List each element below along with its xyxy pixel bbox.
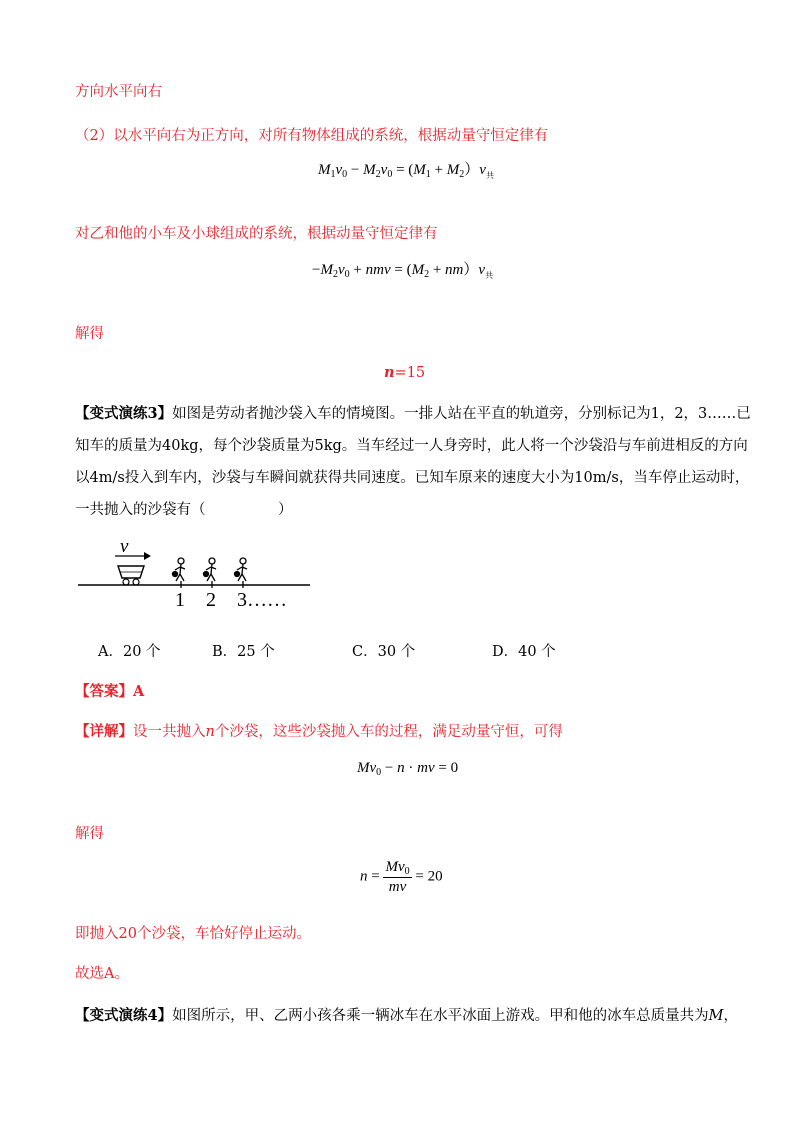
text-conclusion: 即抛入20个沙袋，车恰好停止运动。 xyxy=(75,926,311,942)
text-part2-yi: 对乙和他的小车及小球组成的系统，根据动量守恒定律有 xyxy=(75,226,438,242)
figure-sandbag-cart xyxy=(78,538,318,613)
text-jiede-2: 解得 xyxy=(75,826,104,842)
equation-yi-momentum: $-M_2v_0$ + nmv = $(M_2 + nm)v_共$ xyxy=(312,262,494,280)
option-b[interactable]: B．25 个 xyxy=(212,644,275,660)
text-guxuan: 故选A。 xyxy=(75,966,129,982)
equation-system-momentum: $M_1v_0 - M_2v_0 = (M_1 + M_2)v_共$ xyxy=(318,162,494,180)
option-a[interactable]: A．20 个 xyxy=(98,644,161,660)
result-n15: n=15 xyxy=(384,364,426,381)
equation-n-result: n = $\frac{Mv_0}{mv}$ = 20 xyxy=(360,859,443,895)
person-number-2: 2 xyxy=(206,589,216,611)
question-4: 【变式演练4】如图所示，甲、乙两小孩各乘一辆冰车在水平冰面上游戏。甲和他的冰车总质量共为M， xyxy=(75,1007,738,1024)
question-3-line1: 【变式演练3】如图是劳动者抛沙袋入车的情境图。一排人站在平直的轨道旁，分别标记为1，2，3……已 xyxy=(75,405,751,422)
text-part2-intro: （2）以水平向右为正方向，对所有物体组成的系统，根据动量守恒定律有 xyxy=(75,128,549,144)
person-number-3: 3…… xyxy=(237,589,287,611)
text-direction: 方向水平向右 xyxy=(75,84,162,100)
person-number-1: 1 xyxy=(175,589,185,611)
option-c[interactable]: C．30 个 xyxy=(352,644,416,660)
text-jiede-1: 解得 xyxy=(75,326,104,342)
question-3-line4: 一共抛入的沙袋有（ ） xyxy=(75,502,293,518)
detail: 【详解】设一共抛入n个沙袋，这些沙袋抛入车的过程，满足动量守恒，可得 xyxy=(75,723,563,740)
question-3-line2: 知车的质量为40kg，每个沙袋质量为5kg。当车经过一人身旁时，此人将一个沙袋沿与车前进相反的方向 xyxy=(75,438,748,454)
option-d[interactable]: D．40 个 xyxy=(492,644,556,660)
velocity-label: v xyxy=(120,536,129,557)
equation-sandbag-momentum: $Mv_0 - n$ · mv = 0 xyxy=(357,760,459,778)
answer: 【答案】A xyxy=(75,683,145,700)
question-3-line3: 以4m/s投入到车内，沙袋与车瞬间就获得共同速度。已知车原来的速度大小为10m/s，当车停止运动时， xyxy=(75,470,750,486)
